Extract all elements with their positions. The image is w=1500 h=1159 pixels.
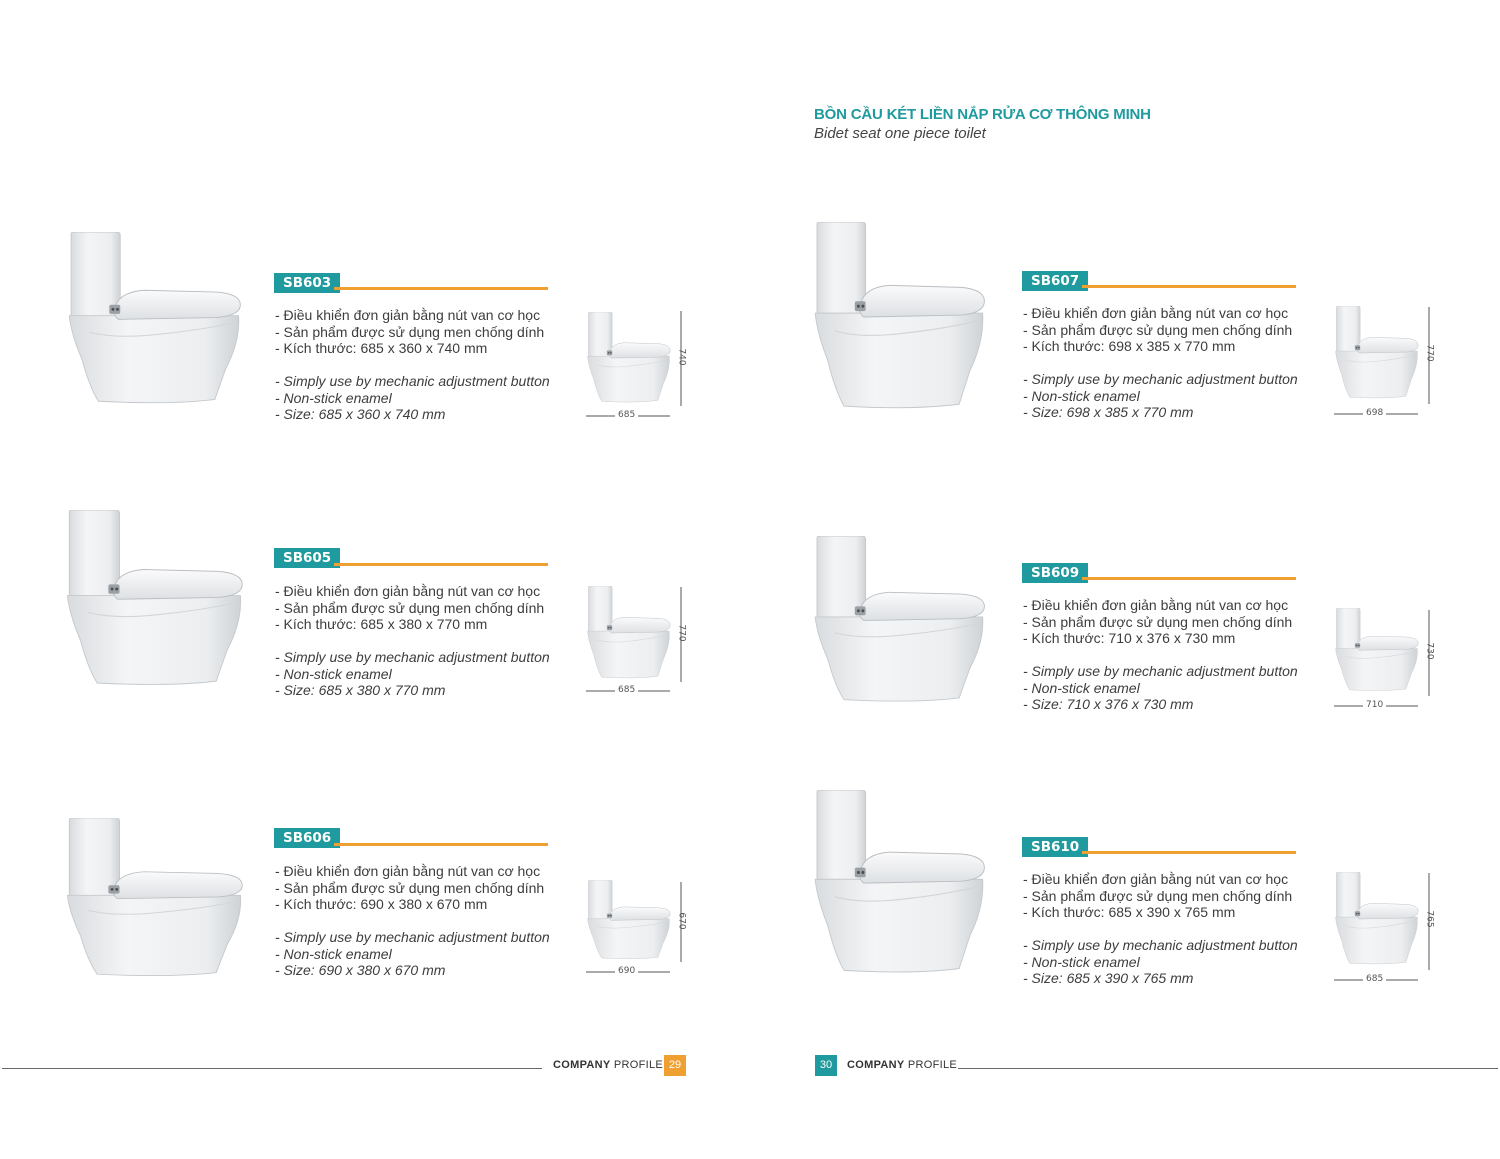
description-line: - Kích thước: 698 x 385 x 770 mm bbox=[1023, 338, 1236, 354]
description-line: - Sản phẩm được sử dụng men chống dính bbox=[1023, 887, 1293, 904]
dimension-drawing bbox=[1330, 870, 1440, 990]
dimension-width-label: 685 bbox=[1363, 974, 1386, 984]
product-description bbox=[1023, 871, 1313, 987]
description-line: - Điều khiển đơn giản bằng nút van cơ học bbox=[1023, 871, 1289, 887]
page-number: 29 bbox=[664, 1055, 686, 1076]
product-code-rule bbox=[334, 843, 548, 846]
dimension-drawing bbox=[582, 308, 692, 428]
dimension-height-label: 765 bbox=[1424, 910, 1435, 928]
dimension-height-label: 730 bbox=[1424, 642, 1435, 660]
footer-profile: PROFILE bbox=[610, 1059, 664, 1071]
dimension-width-label: 690 bbox=[615, 966, 638, 976]
product-description bbox=[1023, 305, 1313, 421]
description-line: - Size: 710 x 376 x 730 mm bbox=[1023, 696, 1194, 712]
description-line: - Sản phẩm được sử dụng men chống dính bbox=[275, 323, 545, 340]
description-line: - Sản phẩm được sử dụng men chống dính bbox=[1023, 321, 1293, 338]
dimension-lines bbox=[1330, 870, 1440, 990]
product-photo bbox=[60, 506, 246, 700]
footer-company-profile bbox=[847, 1059, 957, 1071]
description-line: - Điều khiển đơn giản bằng nút van cơ học bbox=[275, 863, 541, 879]
description-line: - Size: 685 x 360 x 740 mm bbox=[275, 406, 446, 422]
product-photo bbox=[62, 228, 244, 418]
heading-title-vi: BỒN CẦU KÉT LIỀN NẮP RỬA CƠ THÔNG MINH bbox=[814, 106, 1151, 123]
product-code-badge: SB607 bbox=[1022, 271, 1088, 291]
product-code-rule bbox=[334, 563, 548, 566]
dimension-height-label: 670 bbox=[676, 912, 687, 930]
dimension-lines bbox=[1330, 304, 1440, 424]
product-description bbox=[1023, 597, 1313, 713]
product-photo bbox=[60, 818, 246, 986]
product-code-rule bbox=[334, 287, 548, 290]
description-line: - Simply use by mechanic adjustment button bbox=[275, 373, 550, 389]
product-description bbox=[275, 307, 565, 423]
footer-company-profile bbox=[553, 1059, 663, 1071]
product-description bbox=[275, 863, 565, 979]
description-line: - Kích thước: 685 x 380 x 770 mm bbox=[275, 616, 488, 632]
footer-rule bbox=[958, 1068, 1498, 1069]
description-line: - Non-stick enamel bbox=[275, 389, 392, 406]
dimension-drawing bbox=[582, 584, 692, 704]
product-code-badge: SB610 bbox=[1022, 837, 1088, 857]
dimension-drawing bbox=[1330, 304, 1440, 424]
dimension-drawing bbox=[1330, 604, 1440, 724]
product-photo bbox=[808, 222, 988, 420]
product-photo bbox=[808, 790, 988, 984]
description-line: - Non-stick enamel bbox=[1023, 679, 1140, 696]
description-line: - Non-stick enamel bbox=[1023, 387, 1140, 404]
description-line: - Sản phẩm được sử dụng men chống dính bbox=[275, 879, 545, 896]
dimension-drawing bbox=[582, 876, 692, 996]
dimension-height-label: 740 bbox=[676, 348, 687, 366]
product-code-badge: SB605 bbox=[274, 548, 340, 568]
description-line: - Điều khiển đơn giản bằng nút van cơ học bbox=[275, 307, 541, 323]
description-line: - Kích thước: 685 x 390 x 765 mm bbox=[1023, 904, 1236, 920]
description-line: - Simply use by mechanic adjustment button bbox=[275, 649, 550, 665]
description-line: - Simply use by mechanic adjustment button bbox=[1023, 371, 1298, 387]
description-line: - Non-stick enamel bbox=[275, 945, 392, 962]
description-line: - Simply use by mechanic adjustment button bbox=[275, 929, 550, 945]
heading-title-en: Bidet seat one piece toilet bbox=[814, 125, 986, 142]
dimension-height-label: 770 bbox=[676, 624, 687, 642]
dimension-width-label: 685 bbox=[615, 410, 638, 420]
dimension-width-label: 698 bbox=[1363, 408, 1386, 418]
product-code-rule bbox=[1082, 285, 1296, 288]
description-line: - Non-stick enamel bbox=[1023, 953, 1140, 970]
description-line: - Kích thước: 710 x 376 x 730 mm bbox=[1023, 630, 1236, 646]
description-line: - Kích thước: 690 x 380 x 670 mm bbox=[275, 896, 488, 912]
footer-company: COMPANY bbox=[847, 1059, 905, 1071]
product-code-badge: SB606 bbox=[274, 828, 340, 848]
footer-rule bbox=[2, 1068, 542, 1069]
footer-profile: PROFILE bbox=[904, 1059, 958, 1071]
description-line: - Size: 698 x 385 x 770 mm bbox=[1023, 404, 1194, 420]
product-description bbox=[275, 583, 565, 699]
product-code-badge: SB603 bbox=[274, 273, 340, 293]
description-line: - Sản phẩm được sử dụng men chống dính bbox=[275, 599, 545, 616]
dimension-width-label: 710 bbox=[1363, 700, 1386, 710]
dimension-height-label: 770 bbox=[1424, 344, 1435, 362]
product-photo bbox=[808, 536, 988, 712]
description-line: - Size: 690 x 380 x 670 mm bbox=[275, 962, 446, 978]
description-line: - Sản phẩm được sử dụng men chống dính bbox=[1023, 613, 1293, 630]
product-code-rule bbox=[1082, 851, 1296, 854]
product-code-badge: SB609 bbox=[1022, 563, 1088, 583]
product-code-rule bbox=[1082, 577, 1296, 580]
description-line: - Điều khiển đơn giản bằng nút van cơ học bbox=[1023, 597, 1289, 613]
description-line: - Simply use by mechanic adjustment button bbox=[1023, 663, 1298, 679]
description-line: - Size: 685 x 380 x 770 mm bbox=[275, 682, 446, 698]
description-line: - Kích thước: 685 x 360 x 740 mm bbox=[275, 340, 488, 356]
description-line: - Size: 685 x 390 x 765 mm bbox=[1023, 970, 1194, 986]
page-number: 30 bbox=[815, 1055, 837, 1076]
footer-company: COMPANY bbox=[553, 1059, 611, 1071]
description-line: - Simply use by mechanic adjustment button bbox=[1023, 937, 1298, 953]
description-line: - Điều khiển đơn giản bằng nút van cơ học bbox=[275, 583, 541, 599]
dimension-width-label: 685 bbox=[615, 685, 638, 695]
description-line: - Non-stick enamel bbox=[275, 665, 392, 682]
description-line: - Điều khiển đơn giản bằng nút van cơ học bbox=[1023, 305, 1289, 321]
section-heading bbox=[814, 106, 1151, 142]
